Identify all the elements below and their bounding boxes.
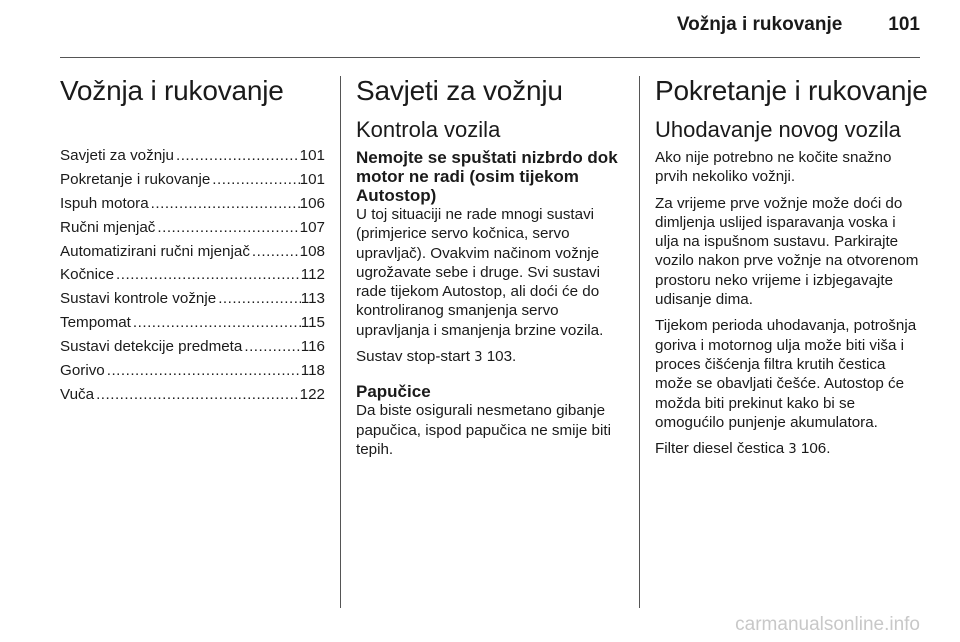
column-divider: [639, 76, 640, 608]
toc-label: Savjeti za vožnju: [60, 147, 174, 164]
running-head: [677, 14, 920, 36]
toc-leader: [174, 146, 300, 165]
toc-list: [60, 146, 325, 404]
toc-page: 112: [300, 266, 325, 284]
topic-heading: Papučice: [356, 382, 431, 402]
toc-page: 101: [299, 170, 325, 188]
toc-entry[interactable]: [60, 218, 325, 237]
page-number: 101: [888, 14, 920, 35]
body-paragraph: Tijekom perioda uhodavanja, potrošnja goriva i motornog ulja može biti viša i proces čišćenja filtra krutih čestica može se obavljati češće. Autostop će možda biti prekinut kako bi se omogućilo punjenje akumulatora.: [655, 317, 917, 431]
body-paragraph: Za vrijeme prve vožnje može doći do dimljenja uslijed isparavanja voska i ulja na ispušnom sustavu. Parkirajte vozilo nakon prve vožnje na otvorenom prostoru neko vrijeme i izbjegavajte udisanje dima.: [655, 194, 919, 309]
toc-page: 113: [300, 290, 325, 308]
topic-heading: Nemojte se spuštati nizbrdo dok motor ne radi (osim tijekom Autostop): [356, 148, 618, 205]
toc-label: Tempomat: [60, 314, 131, 332]
toc-page: 106: [299, 194, 325, 212]
toc-page: 108: [299, 242, 325, 260]
cross-reference[interactable]: [356, 347, 624, 367]
toc-entry[interactable]: [60, 313, 325, 332]
toc-entry[interactable]: [60, 265, 325, 284]
toc-page: 122: [299, 385, 325, 403]
starting-operating-column: [655, 75, 928, 608]
toc-entry[interactable]: [60, 146, 325, 165]
toc-leader: [105, 361, 301, 380]
toc-label: Automatizirani ručni mjenjač: [60, 242, 250, 260]
toc-leader: [250, 242, 300, 261]
section-title: Savjeti za vožnju: [356, 75, 563, 106]
toc-label: Gorivo: [60, 362, 105, 380]
toc-label: Pokretanje i rukovanje: [60, 170, 211, 188]
toc-label: Ispuh motora: [60, 194, 149, 212]
toc-leader: [94, 385, 300, 404]
toc-leader: [155, 218, 299, 237]
xref-arrow-icon: 3: [788, 442, 797, 458]
toc-entry[interactable]: [60, 170, 325, 189]
xref-arrow-icon: 3: [474, 350, 483, 366]
toc-leader: [114, 265, 301, 284]
subsection-title: Kontrola vozila: [356, 117, 501, 142]
toc-leader: [210, 170, 299, 189]
toc-page: 101: [299, 147, 325, 164]
toc-page: 107: [299, 218, 325, 236]
toc-entry[interactable]: [60, 289, 325, 308]
toc-label: Kočnice: [60, 266, 115, 284]
body-paragraph: U toj situaciji ne rade mnogi sustavi (primjerice servo kočnica, servo upravljač). Ovakvim načinom vožnje ugrožavate sebe i druge. Svi sustavi rade tijekom Autostop, ali doći će do kontroliranog smanjenja servo upravljanja i smanjenja brzine vozila.: [356, 206, 604, 339]
toc-entry[interactable]: [60, 242, 325, 261]
toc-label: Vuča: [60, 385, 95, 403]
toc-leader: [216, 289, 301, 308]
xref-label: Filter diesel čestica: [655, 440, 785, 458]
chapter-title: Vožnja i rukovanje: [60, 75, 284, 106]
toc-page: 118: [300, 362, 325, 380]
body-paragraph: Ako nije potrebno ne kočite snažno prvih nekoliko vožnji.: [655, 149, 892, 186]
column-divider: [340, 76, 341, 608]
driving-tips-column: [356, 76, 624, 608]
toc-leader: [242, 337, 300, 356]
toc-label: Sustavi detekcije predmeta: [60, 338, 243, 356]
toc-label: Ručni mjenjač: [60, 218, 156, 236]
body-paragraph: Da biste osigurali nesmetano gibanje papučica, ispod papučica ne smije biti tepih.: [356, 402, 611, 458]
toc-leader: [131, 313, 301, 332]
toc-label: Sustavi kontrole vožnje: [60, 290, 217, 308]
xref-page: 106.: [800, 440, 831, 458]
toc-leader: [149, 194, 300, 213]
watermark: carmanualsonline.info: [735, 614, 920, 635]
toc-page: 116: [300, 338, 325, 356]
cross-reference[interactable]: [655, 439, 923, 459]
xref-page: 103.: [486, 348, 517, 366]
running-head-title: Vožnja i rukovanje: [676, 14, 843, 35]
toc-entry[interactable]: [60, 361, 325, 380]
header-rule: [60, 57, 920, 58]
subsection-title: Uhodavanje novog vozila: [655, 117, 901, 142]
xref-label: Sustav stop-start: [356, 348, 470, 366]
toc-page: 115: [300, 314, 325, 332]
toc-entry[interactable]: [60, 385, 325, 404]
section-title: Pokretanje i rukovanje: [655, 75, 928, 106]
toc-entry[interactable]: [60, 337, 325, 356]
toc-column: [60, 76, 325, 608]
toc-entry[interactable]: [60, 194, 325, 213]
